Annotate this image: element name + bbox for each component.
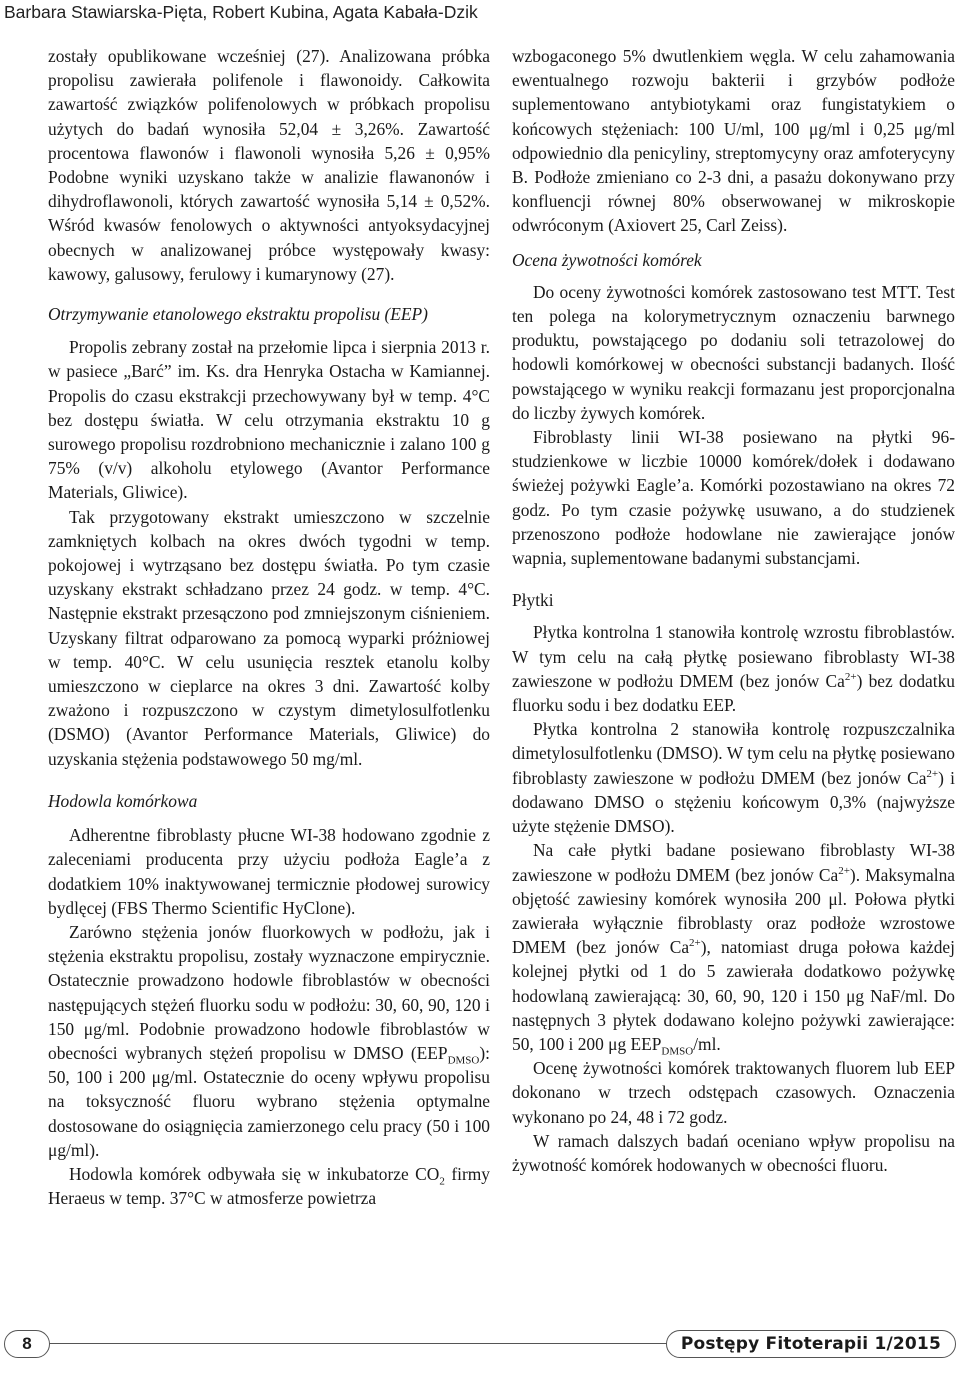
superscript: 2+ <box>838 864 850 877</box>
superscript: 2+ <box>844 671 857 684</box>
subscript: 2 <box>439 1175 445 1188</box>
paragraph-test-plates <box>512 838 955 1056</box>
paragraph-antibiotics: wzbogaconego 5% dwutlenkiem węgla. W celu zahamowania ewentualnego rozwoju bakterii i grzybów podłoże suplementowano antybiotykami oraz fungistatykiem o końcowych stężeniach: 100 U/ml, 100 μg/ml i 0,25 μg/ml odpowiednio dla penicyliny, streptomycyny oraz amfoterycyny B. Podłoże zmieniano co 2-3 dni, a pasażu dokonywano przy konfluencji równej 80% obserwowanej w mikroskopie odwróconym (Axiovert 25, Carl Zeiss). <box>512 46 955 236</box>
journal-title: Postępy Fitoterapii 1/2015 <box>666 1330 956 1358</box>
text: ) bez dodatku fluorku sodu i bez dodatku EEP. <box>512 670 955 716</box>
subscript: DMSO <box>661 1045 694 1058</box>
paragraph-control-plate-2 <box>512 717 955 838</box>
paragraph-assessment: Ocenę żywotności komórek traktowanych fluorem lub EEP dokonano w trzech odstępach czasowych. Oznaczenia wykonano po 24, 48 i 72 godz. <box>512 1058 955 1127</box>
text: ). Maksymalna objętość zawiesiny komórek wynosiła 200 μl. Połowa płytki zawierała wyłącznie fibroblasty oraz podłoże wzrostowe DMEM (bez jonów Ca <box>512 864 955 958</box>
text: ): 50, 100 i 200 μg/ml. Ostatecznie do oceny wpływu propolisu na toksyczność fluoru wybrano stężenia optymalne dostosowane do osiągnięcia zamierzonego celu pracy (50 i 100 μg/ml). <box>48 1042 490 1160</box>
superscript: 2+ <box>926 767 939 780</box>
text: ), natomiast druga połowa każdej kolejnej płytki od 1 do 5 zawierała dodatkowo pożywkę hodowlaną zawierającą: 30, 60, 90, 120 i 150 μg NaF/ml. Do następnych 3 płytek dodawano kolejno pożywki zawierające: 50, 100 i 200 μg EEP <box>512 937 955 1054</box>
text: Na całe płytki badane posiewano fibroblasty WI-38 zawieszone w podłożu DMEM (bez jonów Ca <box>512 840 955 885</box>
text: Zarówno stężenia jonów fluorkowych w podłożu, jak i stężenia ekstraktu propolisu, zostały wyznaczone empirycznie. Ostatecznie prowadzono hodowle fibroblastów w obecności następujących stężeń fluorku sodu w podłożu: 30, 60, 90, 120 i 150 μg/ml. Podobnie prowadzono hodowle fibroblastów w obecności wybranych stężeń propolisu w DMSO (EEP <box>48 921 490 1063</box>
paragraph-further-research: W ramach dalszych badań oceniano wpływ propolisu na żywotność komórek hodowanych w obecności fluoru. <box>512 1130 955 1175</box>
paragraph-concentrations <box>48 920 490 1162</box>
superscript: 2+ <box>689 937 701 950</box>
text: ) i dodawano DMSO o stężeniu końcowym 0,3% (najwyższe użyte stężenie DMSO). <box>512 767 955 837</box>
heading-plates: Płytki <box>512 590 554 611</box>
heading-cell-culture: Hodowla komórkowa <box>48 790 198 811</box>
text: Płytka kontrolna 1 stanowiła kontrolę wzrostu fibroblastów. W tym celu na całą płytkę posiewano fibroblasty WI-38 zawieszone w podłożu DMEM (bez jonów Ca <box>512 622 955 691</box>
page-number: 8 <box>4 1330 50 1358</box>
subscript: DMSO <box>447 1054 480 1067</box>
paragraph-extract-preparation: Tak przygotowany ekstrakt umieszczono w szczelnie zamkniętych kolbach na okres dwóch tygodni w temp. pokojowej i wytrząsano bez dostępu światła. Po tym czasie uzyskany ekstrakt schładzano przez 24 godz. w temp. 4°C. Następnie ekstrakt przesączono pod zmniejszonym ciśnieniem. Uzyskany filtrat odparowano za pomocą wyparki próżniowej w temp. 40°C. W celu usunięcia resztek etanolu kolby umieszczono w cieplarce na okres 3 dni. Zawartość kolby zważono i rozpuszczono w czystym dimetylosulfotlenku (DSMO) (Avantor Performance Materials, Gliwice) do uzyskania stężenia podstawowego 50 mg/ml. <box>48 506 490 769</box>
paragraph-incubator <box>48 1162 490 1210</box>
running-head-authors: Barbara Stawiarska-Pięta, Robert Kubina, Agata Kabała-Dzik <box>4 2 478 22</box>
paragraph-fibroblasts: Adherentne fibroblasty płucne WI-38 hodowano zgodnie z zaleceniami producenta przy użyciu podłoża Eagle’a z dodatkiem 10% inaktywowanej termicznie płodowej surowicy bydlęcej (FBS Thermo Scientific HyClone). <box>48 825 490 918</box>
heading-viability: Ocena żywotności komórek <box>512 249 702 270</box>
left-column <box>48 44 490 1210</box>
paragraph-mtt: Do oceny żywotności komórek zastosowano test MTT. Test ten polega na kolorymetrycznym oznaczeniu barwnego produktu, powstającego po dodaniu soli tetrazolowej do hodowli komórkowej w obecności substancji badanych. Ilość powstającego w wyniku reakcji formazanu jest proporcjonalna do liczby żywych komórek. <box>512 281 955 423</box>
text: /ml. <box>693 1033 721 1054</box>
paragraph-seeding: Fibroblasty linii WI-38 posiewano na płytki 96-studzienkowe w liczbie 10000 komórek/dołek i dodawano świeżej pożywki Eagle’a. Komórki pozostawiano na okres 72 godz. Po tym czasie pożywkę usuwano, a do studzienek przenoszono podłoże hodowlane nie zawierające jonów wapnia, suplementowane badanymi substancjami. <box>512 427 955 569</box>
paragraph-control-plate-1 <box>512 620 955 717</box>
right-column <box>512 44 955 1177</box>
paragraph-propolis-composition: zostały opublikowane wcześniej (27). Analizowana próbka propolisu zawierała polifenole i flawonoidy. Całkowita zawartość związków polifenolowych w próbkach propolisu użytych do badań wynosiła 52,04 ± 3,26%. Zawartość procentowa flawonów i flawonoli wynosiła 5,26 ± 0,95% Podobne wyniki uzyskano także w analizie flawanonów i dihydroflawonoli, których zawartość wynosiła 5,14 ± 0,52%. Wśród kwasów fenolowych o aktywności antyoksydacyjnej obecnych w analizowanej próbce występowały kwasy: kawowy, galusowy, ferulowy i kumarynowy (27). <box>48 46 490 284</box>
text: firmy Heraeus w temp. 37°C w atmosferze powietrza <box>48 1163 490 1209</box>
paragraph-propolis-collection: Propolis zebrany został na przełomie lipca i sierpnia 2013 r. w pasiece „Barć” im. Ks. dra Henryka Ostacha w Kamiannej. Propolis do czasu ekstrakcji przechowywany był w temp. 4°C bez dostępu światła. W celu otrzymania ekstraktu 10 g surowego propolisu rozdrobniono mechanicznie i zalano 100 g 75% (v/v) alkoholu etylowego (Avantor Performance Materials, Gliwice). <box>48 337 490 503</box>
text: Płytka kontrolna 2 stanowiła kontrolę rozpuszczalnika dimetylosulfotlenku (DMSO). W tym celu na płytkę posiewano fibroblasty zawieszone w podłożu DMEM (bez jonów Ca <box>512 719 955 788</box>
heading-eep: Otrzymywanie etanolowego ekstraktu propolisu (EEP) <box>48 304 428 325</box>
text: Hodowla komórek odbywała się w inkubatorze CO <box>69 1163 440 1184</box>
